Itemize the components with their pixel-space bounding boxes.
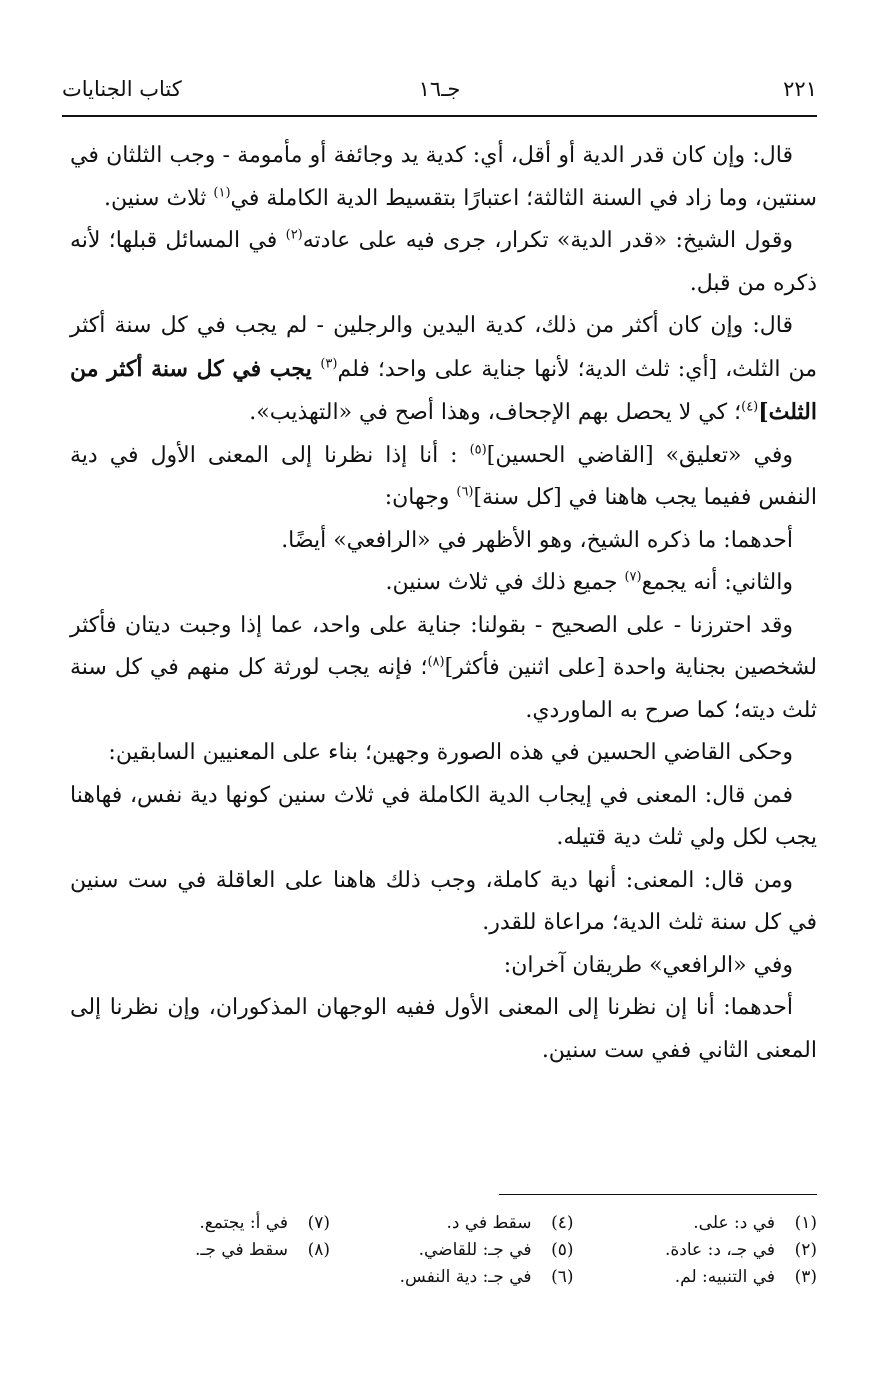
footnote-item: (١)في د: على. xyxy=(693,1213,817,1233)
footnote-ref: (١) xyxy=(213,185,231,201)
paragraph: وقول الشيخ: «قدر الدية» تكرار، جرى فيه على عادته$^{(٢)}$ في المسائل قبلها؛ لأنه ذكره من قبل. xyxy=(70,227,817,296)
book-title: كتاب الجنايات xyxy=(62,77,182,101)
footnote-ref: (٣) xyxy=(320,356,338,372)
footnote-item: (٧)في أ: يجتمع. xyxy=(199,1213,330,1233)
footnote-item: (٨)سقط في جـ. xyxy=(195,1240,330,1260)
footnote-column xyxy=(374,1210,574,1291)
paragraph: أحدهما: ما ذكره الشيخ، وهو الأظهر في «الرافعي» أيضًا. xyxy=(281,527,793,553)
paragraph: قال: وإن كان قدر الدية أو أقل، أي: كدية يد وجائفة أو مأمومة - وجب الثلثان في سنتين، وما زاد في السنة الثالثة؛ اعتبارًا بتقسيط الدية الكاملة في$^{(١)}$ ثلاث سنين. xyxy=(70,143,817,211)
paragraph: قال: وإن كان أكثر من ذلك، كدية اليدين والرجلين - لم يجب في كل سنة أكثر من الثلث، [أي: ثلث الدية؛ لأنها جناية على واحد؛ فلم$^{(٣)}$ يجب في كل سنة أكثر من الثلث]$^{(٤)}$؛ كي لا يحصل بهم الإجحاف، وهذا أصح في «التهذيب». xyxy=(70,313,817,425)
paragraph: فمن قال: المعنى في إيجاب الدية الكاملة في ثلاث سنين كونها دية نفس، فهاهنا يجب لكل ولي ثلث دية قتيله. xyxy=(70,782,817,850)
paragraph: وفي «الرافعي» طريقان آخران: xyxy=(503,952,793,978)
footnote-column xyxy=(150,1210,330,1291)
footnote-column xyxy=(617,1210,817,1291)
footnote-item: (٢)في جـ، د: عادة. xyxy=(665,1240,817,1260)
volume-label: جـ١٦ xyxy=(418,77,461,101)
footnote-rule xyxy=(499,1194,817,1195)
main-text xyxy=(70,135,817,1072)
footnote-ref: (٢) xyxy=(285,227,303,243)
paragraph: أحدهما: أنا إن نظرنا إلى المعنى الأول ففيه الوجهان المذكوران، وإن نظرنا إلى المعنى الثاني ففي ست سنين. xyxy=(70,995,817,1063)
footnote-ref: (٦) xyxy=(456,484,474,500)
footnote-item: (٤)سقط في د. xyxy=(446,1213,574,1233)
footnote-item: (٣)في التنبيه: لم. xyxy=(674,1267,817,1287)
footnote-ref: (٨) xyxy=(427,654,445,670)
footnote-ref: (٧) xyxy=(624,569,642,585)
running-header xyxy=(62,74,817,114)
footnote-ref: (٤) xyxy=(741,399,759,415)
footnote-ref: (٥) xyxy=(469,442,487,458)
paragraph: وقد احترزنا - على الصحيح - بقولنا: جناية على واحد، عما إذا وجبت ديتان فأكثر لشخصين بجناية واحدة [على اثنين فأكثر]$^{(٨)}$؛ فإنه يجب لورثة كل منهم في كل سنة ثلث ديته؛ كما صرح به الماوردي. xyxy=(70,612,817,723)
paragraph: والثاني: أنه يجمع$^{(٧)}$ جميع ذلك في ثلاث سنين. xyxy=(385,569,793,595)
footnotes xyxy=(150,1210,817,1291)
bold-matn: يجب في كل سنة أكثر من الثلث] xyxy=(70,355,817,425)
footnote-item: (٥)في جـ: للقاضي. xyxy=(418,1240,574,1260)
page-number: ٢٢١ xyxy=(783,77,817,101)
header-rule xyxy=(62,115,817,117)
paragraph: وحكى القاضي الحسين في هذه الصورة وجهين؛ بناء على المعنيين السابقين: xyxy=(108,740,793,765)
paragraph: وفي «تعليق» [القاضي الحسين]$^{(٥)}$ : أنا إذا نظرنا إلى المعنى الأول في دية النفس ففيما يجب هاهنا في [كل سنة]$^{(٦)}$ وجهان: xyxy=(70,442,817,510)
footnote-item: (٦)في جـ: دية النفس. xyxy=(399,1267,574,1287)
paragraph: ومن قال: المعنى: أنها دية كاملة، وجب ذلك هاهنا على العاقلة في ست سنين في كل سنة ثلث الدية؛ مراعاة للقدر. xyxy=(70,867,817,935)
